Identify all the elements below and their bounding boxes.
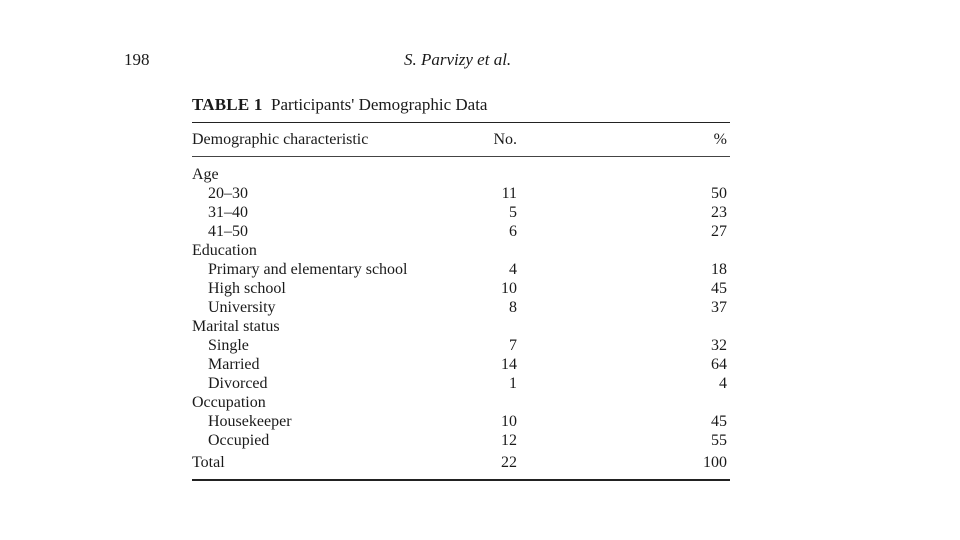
table-row: University 8 37 bbox=[208, 299, 727, 316]
column-header-characteristic: Demographic characteristic bbox=[192, 131, 369, 148]
table-title: Participants' Demographic Data bbox=[271, 95, 488, 114]
page-number: 198 bbox=[124, 50, 150, 69]
table-row: Single 7 32 bbox=[208, 337, 727, 354]
table-row: Married 14 64 bbox=[208, 356, 727, 373]
bottom-rule bbox=[192, 479, 730, 481]
table-row: Divorced 1 4 bbox=[208, 375, 727, 392]
table-row: 31–40 5 23 bbox=[208, 204, 727, 221]
table-row: Housekeeper 10 45 bbox=[208, 413, 727, 430]
total-row: Total 22 100 bbox=[192, 454, 727, 471]
table-label: TABLE 1 bbox=[192, 95, 263, 114]
table-row: Occupied 12 55 bbox=[208, 432, 727, 449]
table-row: 20–30 11 50 bbox=[208, 185, 727, 202]
column-header-percent: % bbox=[713, 131, 727, 148]
group-row-occupation: Occupation bbox=[192, 394, 266, 411]
demographic-table bbox=[192, 122, 730, 481]
table-caption bbox=[192, 95, 487, 115]
group-row-age: Age bbox=[192, 166, 219, 183]
group-row-marital-status: Marital status bbox=[192, 318, 280, 335]
running-head: S. Parvizy et al. bbox=[404, 50, 512, 69]
column-header-no: No. bbox=[493, 131, 517, 148]
table-header-row bbox=[192, 123, 730, 156]
group-row-education: Education bbox=[192, 242, 257, 259]
table-row: 41–50 6 27 bbox=[208, 223, 727, 240]
table-row: Primary and elementary school 4 18 bbox=[208, 261, 727, 278]
table-row: High school 10 45 bbox=[208, 280, 727, 297]
